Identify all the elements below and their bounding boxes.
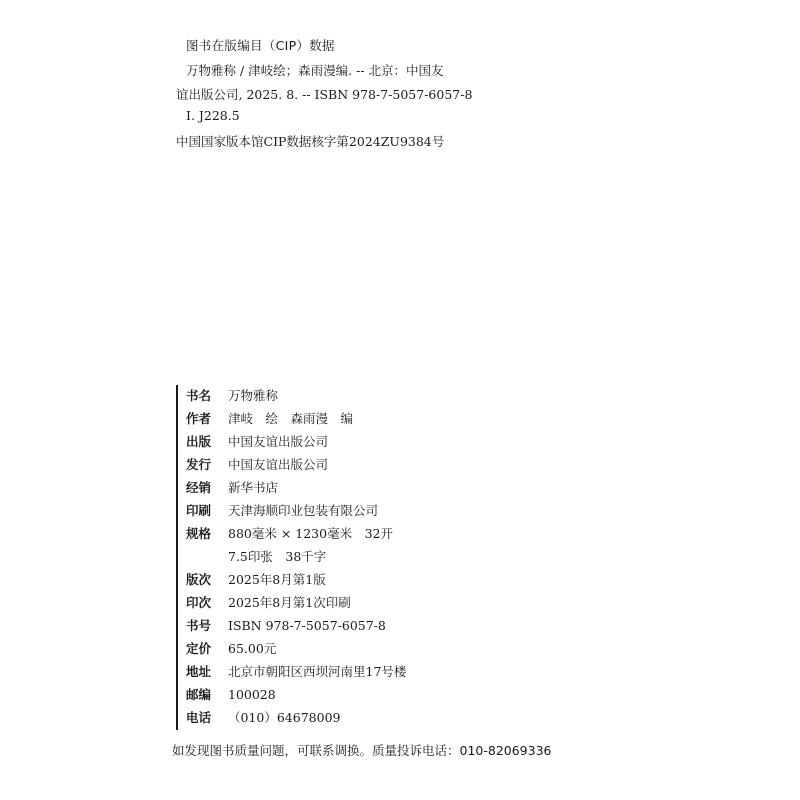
info-value: 65.00元 xyxy=(228,641,277,656)
info-value: 中国友谊出版公司 xyxy=(228,434,329,449)
vertical-rule xyxy=(176,385,178,730)
info-label: 地址 xyxy=(186,664,212,679)
cip-line-publisher-isbn: 谊出版公司, 2025. 8. -- ISBN 978-7-5057-6057-8 xyxy=(176,87,473,102)
info-value: ISBN 978-7-5057-6057-8 xyxy=(228,618,386,633)
info-label: 电话 xyxy=(186,710,212,725)
info-row-title xyxy=(186,385,278,407)
info-label: 定价 xyxy=(186,641,212,656)
publication-info-block xyxy=(176,385,596,735)
info-row-printing xyxy=(186,592,351,614)
info-row-sheets xyxy=(186,546,326,568)
info-label: 作者 xyxy=(186,411,212,426)
cip-line-record-number: 中国国家版本馆CIP数据核字第2024ZU9384号 xyxy=(176,134,445,149)
info-label: 印次 xyxy=(186,595,212,610)
info-row-address xyxy=(186,661,406,683)
info-row-edition xyxy=(186,569,326,591)
info-label: 经销 xyxy=(186,480,212,495)
info-label: 印刷 xyxy=(186,503,212,518)
info-row-printer xyxy=(186,500,378,522)
info-row-seller xyxy=(186,477,278,499)
info-value: 880毫米 × 1230毫米 32开 xyxy=(228,526,393,541)
info-label: 书号 xyxy=(186,618,212,633)
info-row-isbn xyxy=(186,615,386,637)
info-row-publisher xyxy=(186,431,328,453)
cip-title: 图书在版编目（CIP）数据 xyxy=(186,38,335,53)
info-row-postcode xyxy=(186,684,276,706)
info-label: 出版 xyxy=(186,434,212,449)
info-row-phone xyxy=(186,707,340,729)
info-value: 天津海顺印业包装有限公司 xyxy=(228,503,379,518)
info-value: 北京市朝阳区西坝河南里17号楼 xyxy=(228,664,407,679)
info-value: 2025年8月第1版 xyxy=(228,572,326,587)
info-label: 规格 xyxy=(186,526,212,541)
info-value: 中国友谊出版公司 xyxy=(228,457,329,472)
info-value: 100028 xyxy=(228,687,276,702)
info-row-distributor xyxy=(186,454,328,476)
cip-line-classification: Ⅰ. J228.5 xyxy=(186,108,240,123)
info-value: 津岐 绘 森雨漫 编 xyxy=(228,411,354,426)
info-label: 发行 xyxy=(186,457,212,472)
info-value: （010）64678009 xyxy=(228,710,341,725)
info-label: 书名 xyxy=(186,388,212,403)
info-value: 万物雅称 xyxy=(228,388,279,403)
info-row-author xyxy=(186,408,353,430)
quality-notice: 如发现图书质量问题，可联系调换。质量投诉电话：010-82069336 xyxy=(172,743,552,758)
info-row-price xyxy=(186,638,276,660)
info-value: 7.5印张 38千字 xyxy=(228,549,327,564)
info-value: 2025年8月第1次印刷 xyxy=(228,595,351,610)
info-label: 邮编 xyxy=(186,687,212,702)
cip-line-title-author: 万物雅称 / 津岐绘；森雨漫编. -- 北京：中国友 xyxy=(186,63,444,78)
info-value: 新华书店 xyxy=(228,480,279,495)
info-label: 版次 xyxy=(186,572,212,587)
info-row-format xyxy=(186,523,393,545)
